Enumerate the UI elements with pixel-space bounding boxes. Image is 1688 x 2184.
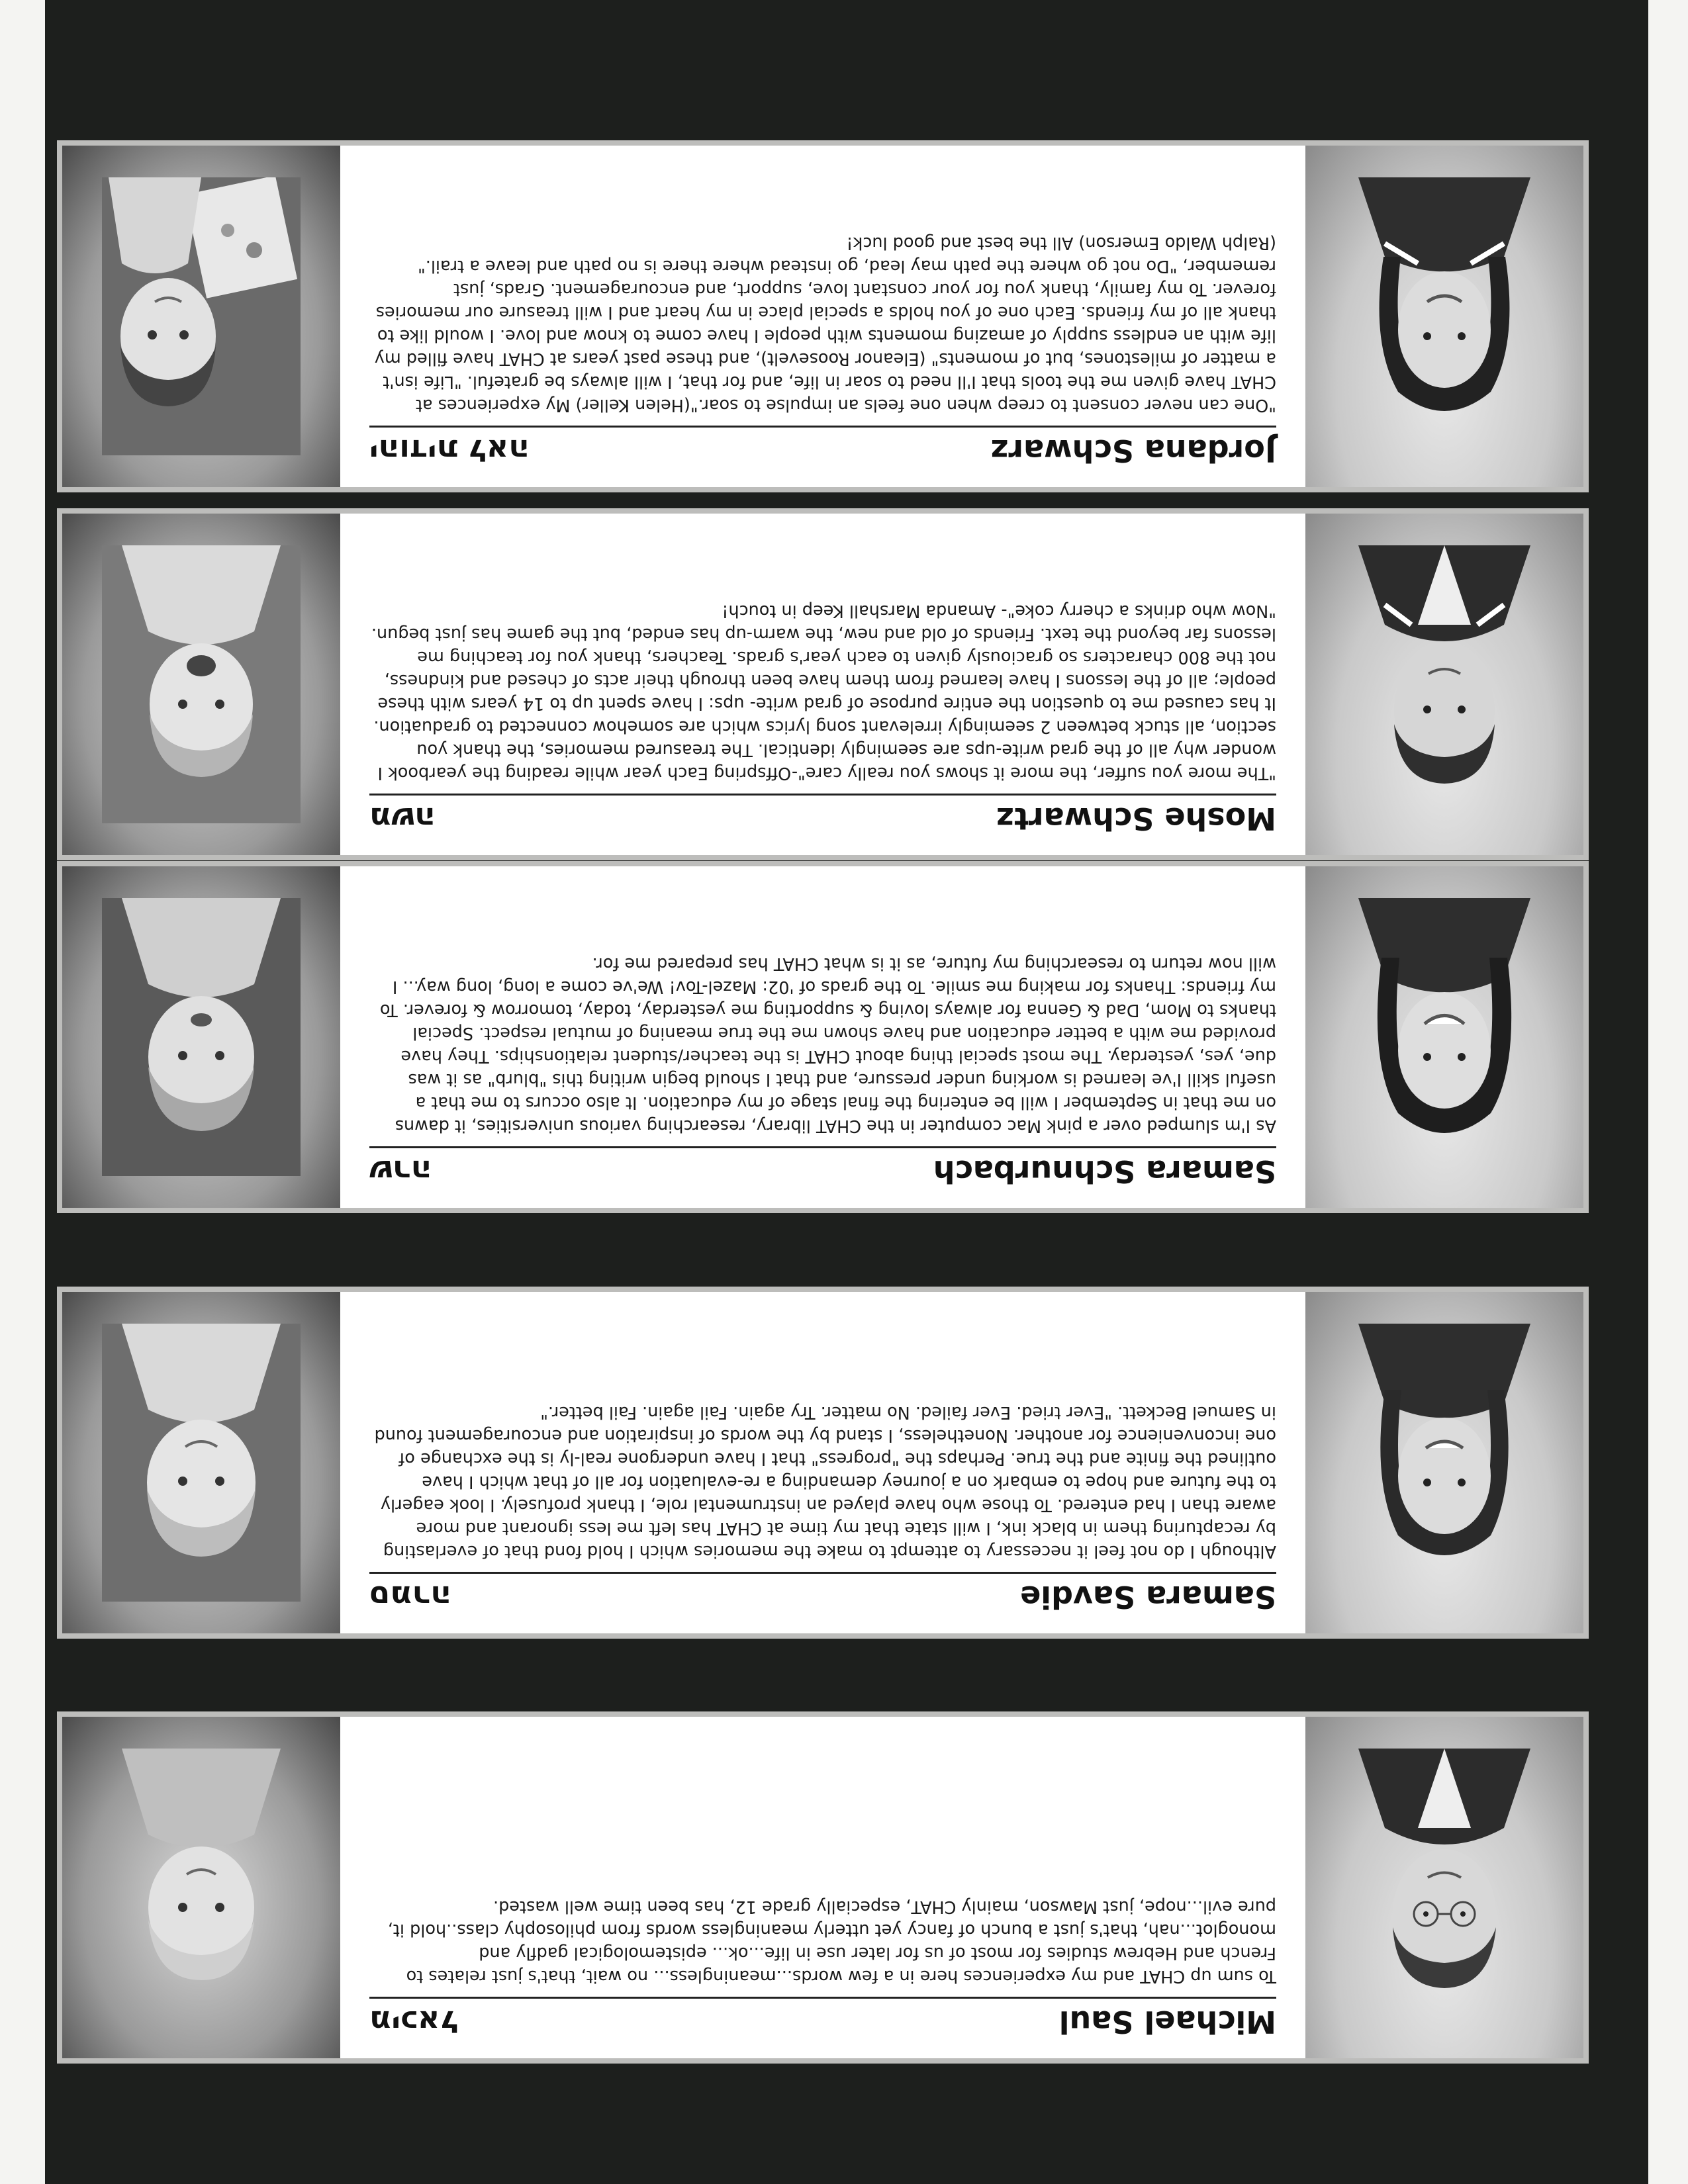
grad-name: Michael Saul	[1058, 2004, 1276, 2040]
grad-portrait-image	[1345, 545, 1544, 823]
grad-text	[340, 146, 1305, 487]
grad-photo	[1305, 146, 1583, 487]
childhood-portrait-image	[102, 545, 301, 823]
grad-card	[57, 140, 1589, 492]
grad-card	[57, 508, 1589, 860]
page-margin-left	[1648, 0, 1688, 2184]
childhood-portrait-image	[102, 898, 301, 1176]
grad-hebrew-name: משה	[369, 801, 436, 837]
grad-hebrew-name: שרה	[369, 1154, 432, 1189]
grad-text	[340, 1292, 1305, 1633]
grad-header	[369, 1997, 1276, 2040]
grad-card	[57, 1287, 1589, 1639]
childhood-photo	[62, 146, 340, 487]
page-margin-right	[0, 0, 45, 2184]
grad-photo	[1305, 1292, 1583, 1633]
grad-blurb: As I'm slumped over a pink Mac computer in the CHAT library, researching various universities, it dawns on me that in September I will be entering the final stage of my education. It also occurs to me that a useful skill I've learned is working under pressure, and that I should begin writing this "blurb" as it was due, yes, yesterday. The most special thing about CHAT is the teacher/student relationships. They have provided me with a better education and have shown me the true meaning of mutual respect. Special thanks to Mom, Dad & Genna for always loving & supporting me yesterday, today, tomorrow & forever. To my friends: Thanks for making me smile. To the grads of '02: Mazel-Tov! We've come a long, long way... I will now return to researching my future, as it is what CHAT has prepared me for.	[379, 954, 1276, 1136]
grad-photo	[1305, 514, 1583, 855]
grad-text	[340, 866, 1305, 1208]
grad-portrait-image	[1345, 1749, 1544, 2026]
childhood-photo	[62, 1717, 340, 2058]
childhood-portrait-image	[102, 177, 301, 455]
grad-text	[340, 1717, 1305, 2058]
grad-text	[340, 514, 1305, 855]
childhood-portrait-image	[102, 1324, 301, 1602]
grad-hebrew-name: יהודית לאה	[369, 433, 530, 469]
grad-name: Jordana Schwarz	[990, 433, 1276, 469]
grad-photo	[1305, 866, 1583, 1208]
grad-blurb: "One can never consent to creep when one feels an impulse to soar."(Helen Keller) My experiences at CHAT have given me the tools that I'll need to soar in life, and for that, I will always be grateful. "Life isn't a matter of milestones, but of moments" (Eleanor Roosevelt), and these past years at CHAT have filled my life with an endless supply of amazing moments with people I have come to know and love. I would like to thank all of my friends. Each one of you holds a special place in my heart and I will treasure our memories forever. To my family, thank you for your constant love, support, and encouragement. Grads, just remember, "Do not go where the path may lead, go instead where there is no path and leave a trail." (Ralph Waldo Emerson) All the best and good luck!	[374, 233, 1276, 415]
grad-hebrew-name: מיכאל	[369, 2004, 459, 2040]
childhood-photo	[62, 866, 340, 1208]
childhood-portrait-image	[102, 1749, 301, 2026]
childhood-photo	[62, 1292, 340, 1633]
grad-name: Samara Savdie	[1020, 1579, 1276, 1615]
grad-portrait-image	[1345, 1324, 1544, 1602]
grad-portrait-image	[1345, 177, 1544, 455]
grad-portrait-image	[1345, 898, 1544, 1176]
grad-card	[57, 861, 1589, 1213]
grad-name: Samara Schnurbach	[933, 1154, 1276, 1189]
grad-header	[369, 1146, 1276, 1189]
grad-card	[57, 1711, 1589, 2064]
grad-name: Moshe Schwartz	[996, 801, 1276, 837]
grad-header	[369, 426, 1276, 469]
grad-blurb: To sum up CHAT and my experiences here in a few words...meaningless... no wait, that's just relates to French and Hebrew studies for most of us for later use in life...ok... epistemological gadfly and monoglot...nah, that's just a bunch of fancy yet utterly meaningless words from philosophy class..hold it, pure evil...nope, just Mawson, mainly CHAT, especially grade 12, has been time well wasted.	[387, 1897, 1276, 1986]
grad-blurb: "The more you suffer, the more it shows you really care"-Offspring Each year while reading the yearbook I wonder why all of the grad write-ups are seemingly identical. The treasured memories, the thank you section, all stuck between 2 seemingly irrelevant song lyrics which are somehow connected to graduation. It has caused me to question the entire purpose of grad write- ups: I have spent up to 14 years with these people; all of the lessons I have learned from them have been through their acts of chesed and kindness, not the 800 characters so graciously given to each year's grads. Teachers, thank you for teaching me lessons far beyond the text. Friends of old and new, the warm-up has ended, but the game has just begun. "Now who drinks a cherry coke"- Amanda Marshall Keep in touch!	[371, 601, 1276, 783]
childhood-photo	[62, 514, 340, 855]
grad-blurb: Although I do not feel it necessary to attempt to make the memories which I hold fond that of everlasting by recapturing them in black ink, I will state that my time at CHAT has left me less ignorant and more aware than I had entered. To those who have played an instrumental role, I thank profusely. I look eagerly to the future and hope to embark on a journey demanding a re-evaluation for all of that which I have outlined the finite and the true. Perhaps the "progress" that I have undergone real-ly is the exchange of one inconvenience for another. Nonetheless, I stand by the words of inspiration and encouragement found in Samuel Beckett. "Ever tried. Ever failed. No matter. Try again. Fail again. Fail better."	[374, 1402, 1276, 1561]
grad-hebrew-name: סמרה	[369, 1579, 451, 1615]
grad-header	[369, 794, 1276, 837]
grad-header	[369, 1572, 1276, 1615]
grad-photo	[1305, 1717, 1583, 2058]
